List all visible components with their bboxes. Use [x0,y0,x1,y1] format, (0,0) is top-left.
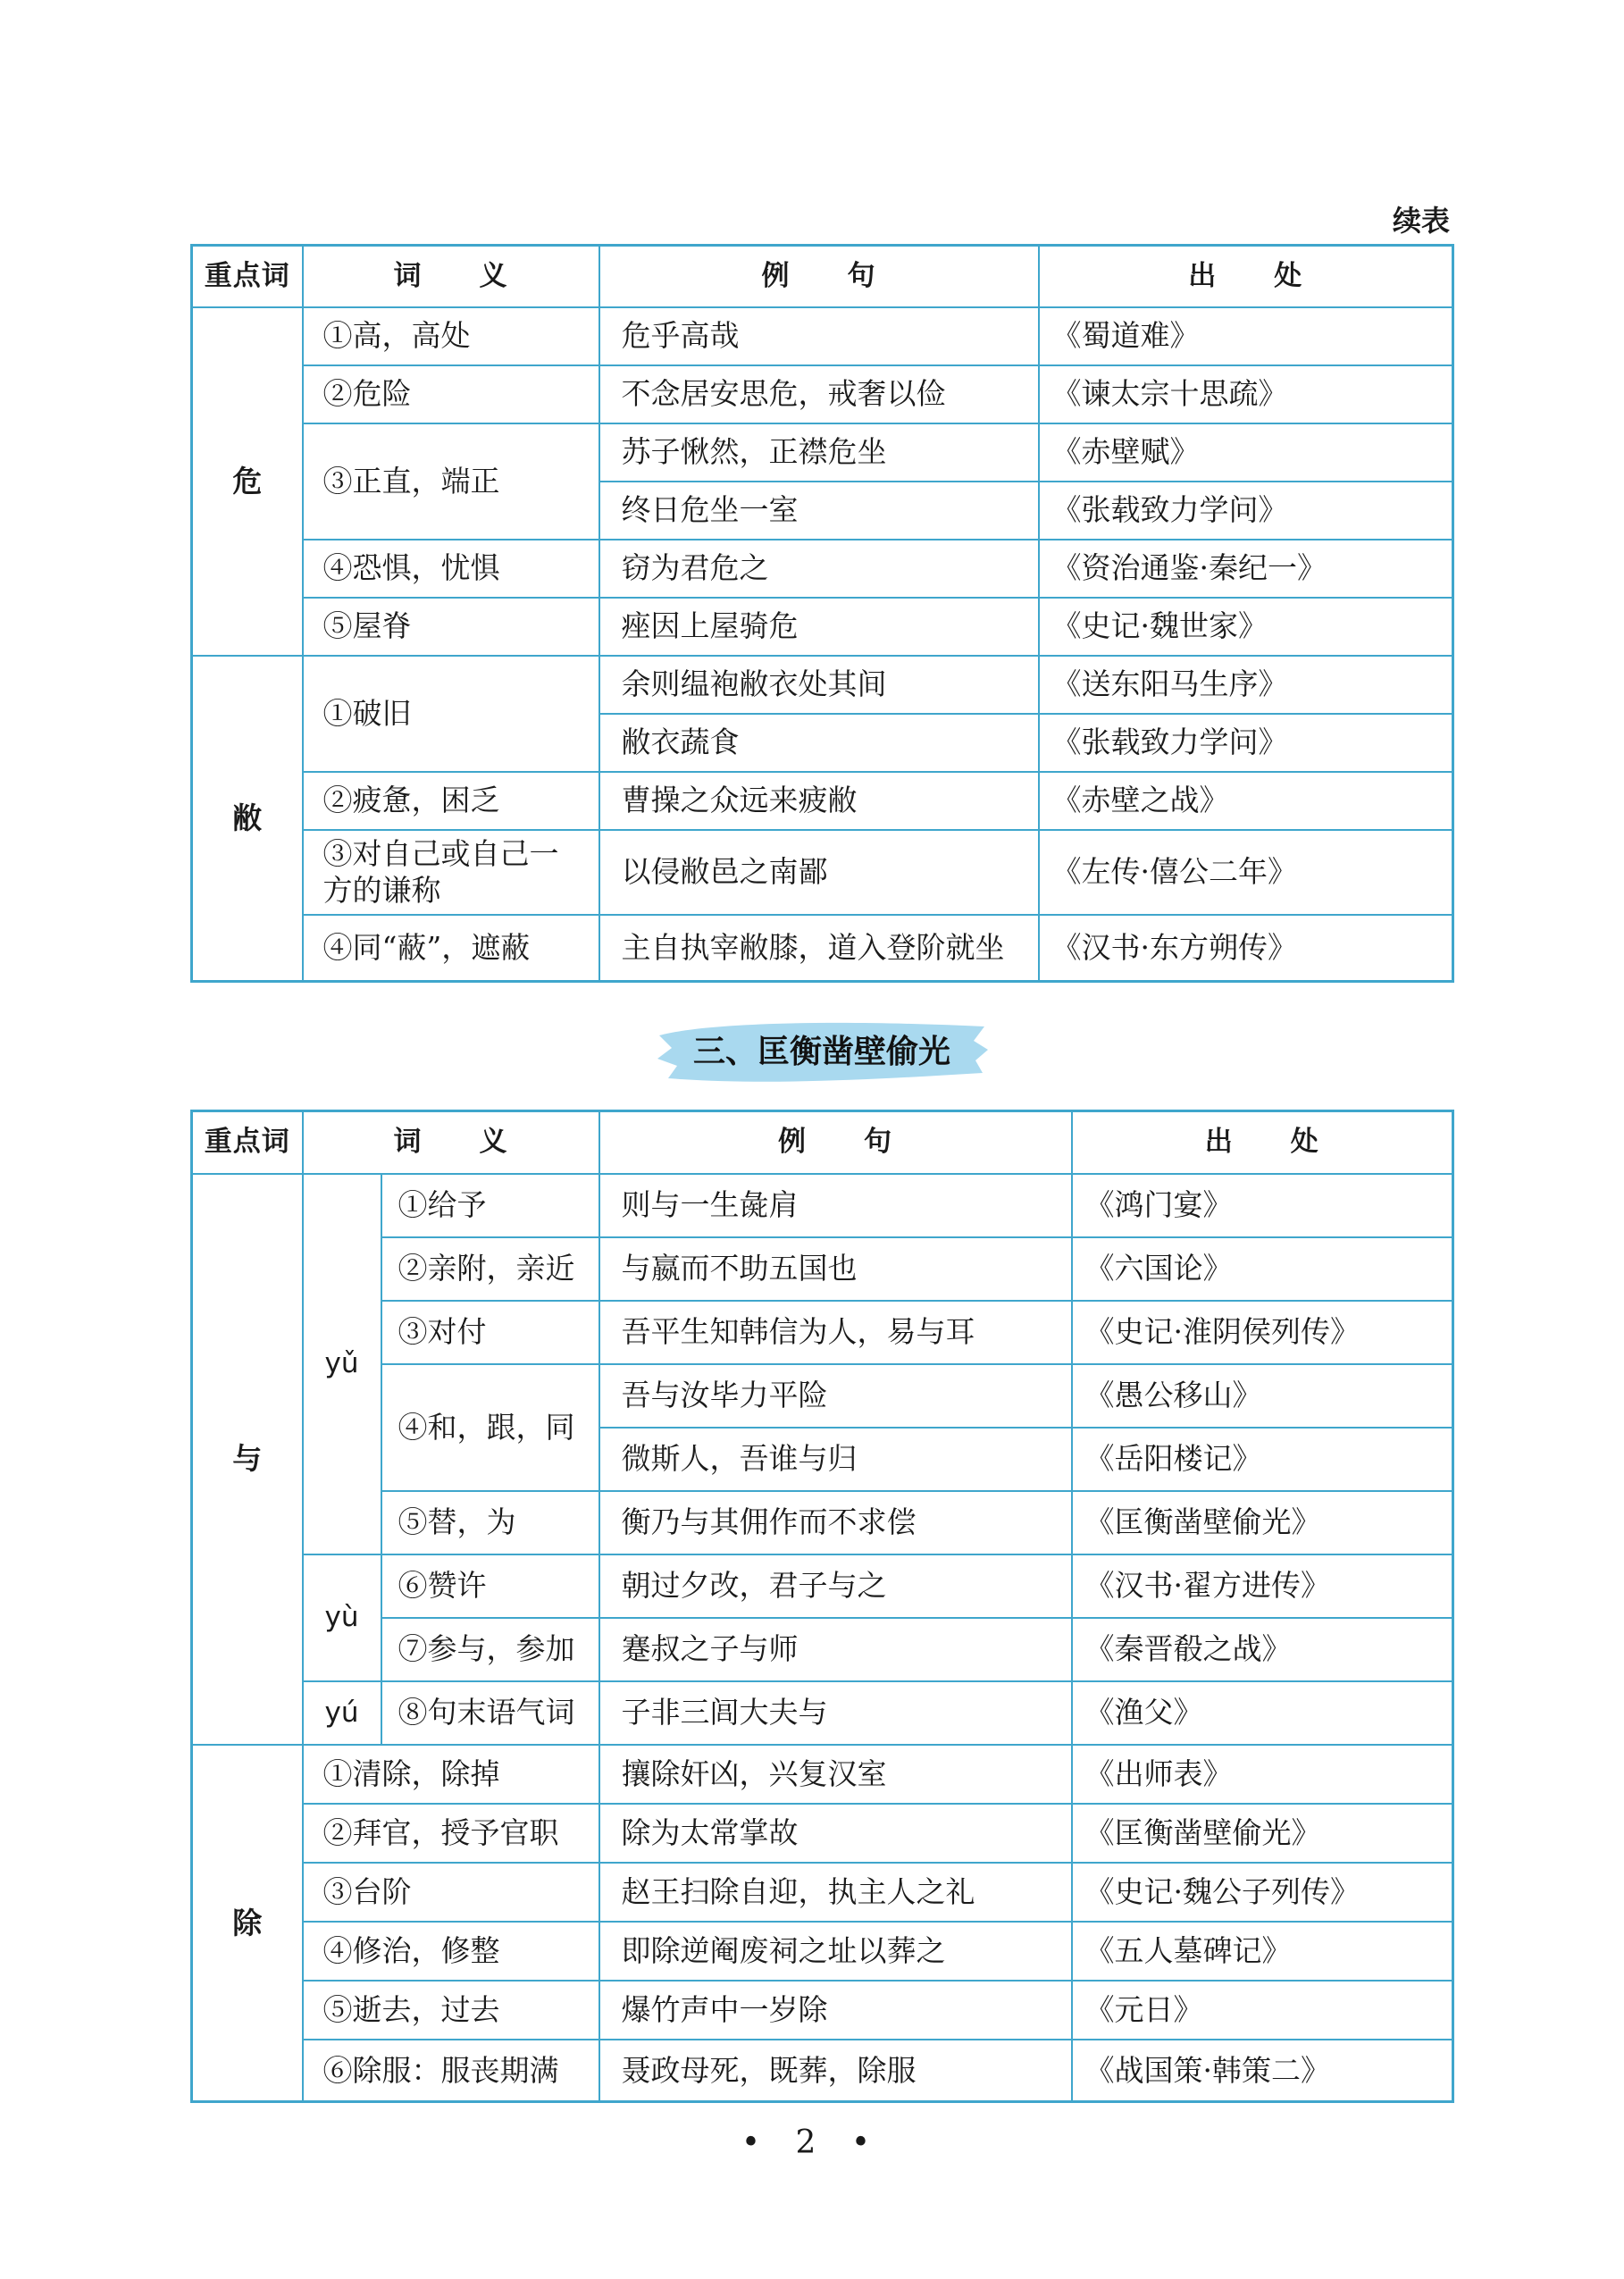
section-title [652,1014,992,1091]
example-cell: 蹇叔之子与师 [599,1618,1072,1681]
meaning-cell: ①清除，除掉 [303,1745,599,1804]
table-row [192,1681,1453,1745]
keyword-bi: 敝 [192,656,303,982]
source-cell: 《战国策·韩策二》 [1072,2040,1453,2102]
meaning-cell: ②拜官，授予官职 [303,1804,599,1863]
continued-label: 续表 [1392,204,1450,238]
table-row [192,1301,1453,1364]
meaning-cell: ⑧句末语气词 [381,1681,599,1745]
pinyin-yu2: yú [303,1681,381,1745]
table-row [192,307,1453,365]
table-row [192,830,1453,915]
example-cell: 赵王扫除自迎，执主人之礼 [599,1863,1072,1922]
example-cell: 聂政母死，既葬，除服 [599,2040,1072,2102]
source-cell: 《谏太宗十思疏》 [1039,365,1453,423]
source-cell: 《史记·魏世家》 [1039,598,1453,656]
example-cell: 则与一生彘肩 [599,1174,1072,1237]
keyword-yu: 与 [192,1174,303,1745]
meaning-cell: ④修治，修整 [303,1922,599,1981]
source-cell: 《张载致力学问》 [1039,714,1453,772]
meaning-cell: ③正直，端正 [303,423,599,540]
source-cell: 《蜀道难》 [1039,307,1453,365]
meaning-cell: ③台阶 [303,1863,599,1922]
header-example: 例 句 [599,1111,1072,1174]
table-row [192,423,1453,482]
source-cell: 《六国论》 [1072,1237,1453,1301]
table-row [192,1174,1453,1237]
source-cell: 《匡衡凿壁偷光》 [1072,1804,1453,1863]
source-cell: 《汉书·翟方进传》 [1072,1554,1453,1618]
meaning-cell: ②危险 [303,365,599,423]
table-row [192,1981,1453,2040]
table-row [192,1804,1453,1863]
source-cell: 《赤壁赋》 [1039,423,1453,482]
source-cell: 《史记·魏公子列传》 [1072,1863,1453,1922]
table-row [192,1364,1453,1428]
header-keyword: 重点词 [192,246,303,307]
example-cell: 曹操之众远来疲敝 [599,772,1039,830]
meaning-cell: ①破旧 [303,656,599,772]
table-row [192,1554,1453,1618]
meaning-cell: ⑥赞许 [381,1554,599,1618]
table-row [192,1745,1453,1804]
table-row [192,2040,1453,2102]
meaning-cell: ④和，跟，同 [381,1364,599,1491]
source-cell: 《左传·僖公二年》 [1039,830,1453,915]
meaning-cell: ⑤逝去，过去 [303,1981,599,2040]
example-cell: 爆竹声中一岁除 [599,1981,1072,2040]
meaning-cell: ①给予 [381,1174,599,1237]
example-cell: 吾与汝毕力平险 [599,1364,1072,1428]
table-row [192,1237,1453,1301]
header-source: 出 处 [1072,1111,1453,1174]
example-cell: 痤因上屋骑危 [599,598,1039,656]
meaning-cell: ③对自己或自己一方的谦称 [303,830,599,915]
keyword-wei: 危 [192,307,303,656]
example-cell: 不念居安思危，戒奢以俭 [599,365,1039,423]
table-row [192,772,1453,830]
example-cell: 微斯人，吾谁与归 [599,1428,1072,1491]
example-cell: 除为太常掌故 [599,1804,1072,1863]
table-row [192,1618,1453,1681]
pinyin-yu4: yù [303,1554,381,1681]
example-cell: 攘除奸凶，兴复汉室 [599,1745,1072,1804]
pinyin-yu3: yǔ [303,1174,381,1554]
table-row [192,365,1453,423]
meaning-cell: ④同“蔽”，遮蔽 [303,915,599,982]
meaning-cell: ⑦参与，参加 [381,1618,599,1681]
meaning-cell: ⑤屋脊 [303,598,599,656]
page-number: • 2 • [741,2124,883,2161]
header-example: 例 句 [599,246,1039,307]
source-cell: 《资治通鉴·秦纪一》 [1039,540,1453,598]
example-cell: 余则缊袍敝衣处其间 [599,656,1039,714]
meaning-cell: ②亲附，亲近 [381,1237,599,1301]
source-cell: 《匡衡凿壁偷光》 [1072,1491,1453,1554]
header-meaning: 词 义 [303,1111,599,1174]
table-row [192,598,1453,656]
example-cell: 以侵敝邑之南鄙 [599,830,1039,915]
meaning-cell: ②疲惫，困乏 [303,772,599,830]
header-keyword: 重点词 [192,1111,303,1174]
table-header-row [192,246,1453,307]
source-cell: 《五人墓碑记》 [1072,1922,1453,1981]
example-cell: 衡乃与其佣作而不求偿 [599,1491,1072,1554]
header-source: 出 处 [1039,246,1453,307]
source-cell: 《汉书·东方朔传》 [1039,915,1453,982]
example-cell: 即除逆阉废祠之址以葬之 [599,1922,1072,1981]
example-cell: 苏子愀然，正襟危坐 [599,423,1039,482]
keyword-chu: 除 [192,1745,303,2102]
source-cell: 《出师表》 [1072,1745,1453,1804]
example-cell: 与嬴而不助五国也 [599,1237,1072,1301]
header-meaning: 词 义 [303,246,599,307]
source-cell: 《张载致力学问》 [1039,482,1453,540]
example-cell: 主自执宰敝膝，道入登阶就坐 [599,915,1039,982]
example-cell: 吾平生知韩信为人，易与耳 [599,1301,1072,1364]
meaning-cell: ④恐惧，忧惧 [303,540,599,598]
example-cell: 窃为君危之 [599,540,1039,598]
source-cell: 《秦晋殽之战》 [1072,1618,1453,1681]
source-cell: 《送东阳马生序》 [1039,656,1453,714]
meaning-cell: ①高，高处 [303,307,599,365]
source-cell: 《岳阳楼记》 [1072,1428,1453,1491]
vocab-table-1 [190,244,1454,983]
meaning-cell: ⑥除服：服丧期满 [303,2040,599,2102]
table-row [192,1863,1453,1922]
meaning-cell: ⑤替，为 [381,1491,599,1554]
table-row [192,1922,1453,1981]
example-cell: 危乎高哉 [599,307,1039,365]
table-row [192,915,1453,982]
table-row [192,540,1453,598]
source-cell: 《赤壁之战》 [1039,772,1453,830]
example-cell: 终日危坐一室 [599,482,1039,540]
example-cell: 敝衣蔬食 [599,714,1039,772]
source-cell: 《史记·淮阴侯列传》 [1072,1301,1453,1364]
table-header-row [192,1111,1453,1174]
meaning-cell: ③对付 [381,1301,599,1364]
vocab-table-2 [190,1110,1454,2103]
section-title-text: 三、匡衡凿壁偷光 [692,1034,950,1070]
source-cell: 《渔父》 [1072,1681,1453,1745]
source-cell: 《愚公移山》 [1072,1364,1453,1428]
example-cell: 子非三闾大夫与 [599,1681,1072,1745]
example-cell: 朝过夕改，君子与之 [599,1554,1072,1618]
table-row [192,1491,1453,1554]
source-cell: 《鸿门宴》 [1072,1174,1453,1237]
source-cell: 《元日》 [1072,1981,1453,2040]
table-row [192,656,1453,714]
